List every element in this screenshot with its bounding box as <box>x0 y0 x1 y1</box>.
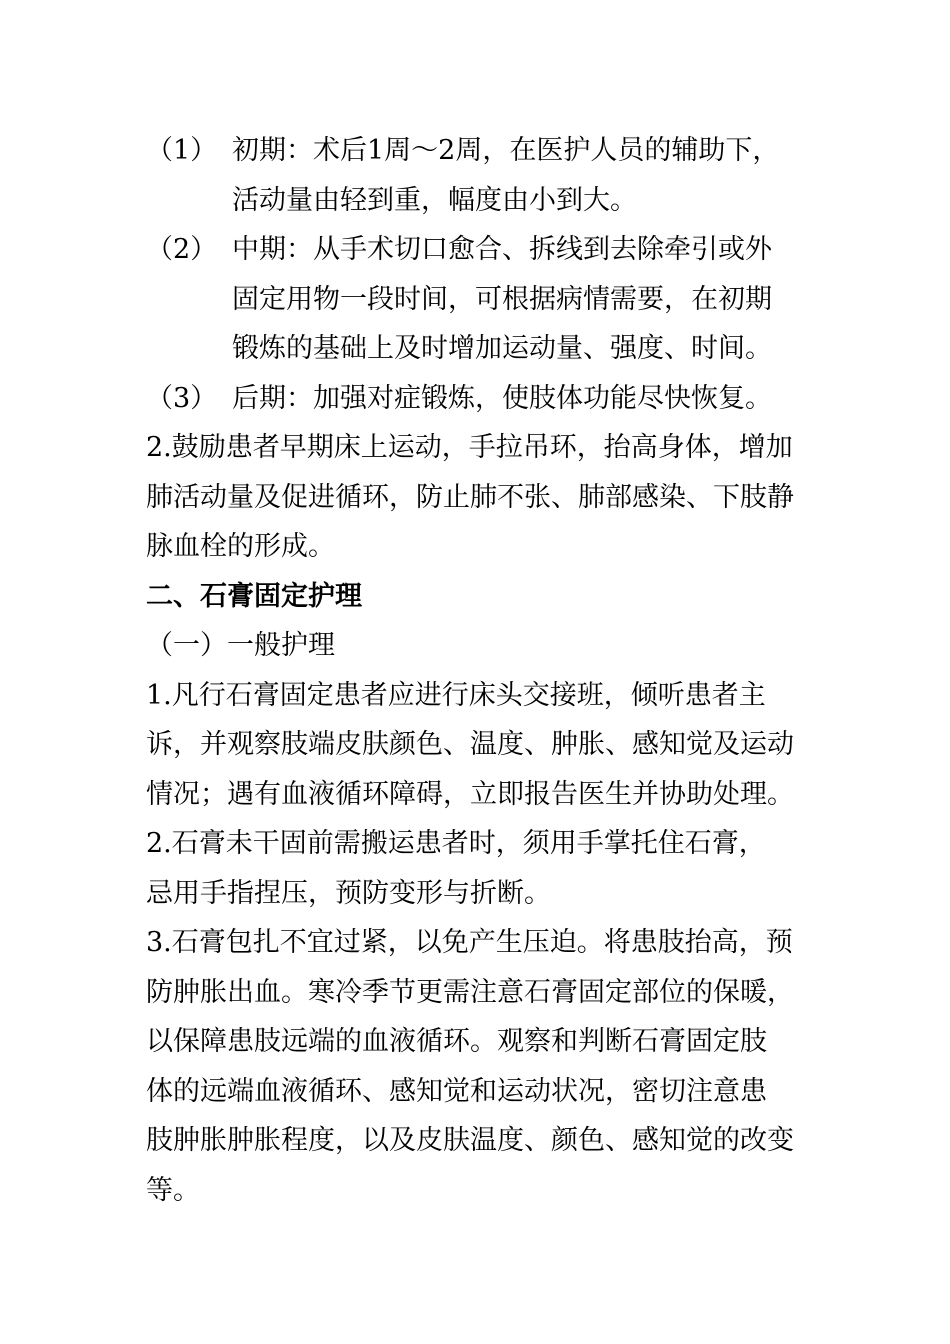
exercise-stage-item <box>146 374 816 424</box>
exercise-stage-item <box>146 126 816 225</box>
text-line: 3.石膏包扎不宜过紧，以免产生压迫。将患肢抬高，预 <box>146 927 793 958</box>
item-number: （2） <box>146 234 218 265</box>
item-text <box>232 225 816 374</box>
cast-care-point-3 <box>146 918 816 1215</box>
text-line: 肢肿胀肿胀程度，以及皮肤温度、颜色、感知觉的改变 <box>146 1125 794 1156</box>
item-number: （1） <box>146 135 218 166</box>
text-line: 1.凡行石膏固定患者应进行床头交接班，倾听患者主 <box>146 679 766 711</box>
text-line: 防肿胀出血。寒冷季节更需注意石膏固定部位的保暖， <box>146 976 794 1008</box>
item-text <box>232 374 816 424</box>
text-line: 中期：从手术切口愈合、拆线到去除牵引或外 <box>232 234 772 265</box>
item-text <box>232 126 816 225</box>
paragraph-point-2 <box>146 423 816 572</box>
text-line: 以保障患肢远端的血液循环。观察和判断石膏固定肢 <box>146 1026 767 1057</box>
document-body <box>146 126 816 1215</box>
text-line: 锻炼的基础上及时增加运动量、强度、时间。 <box>232 333 772 364</box>
text-line: 诉，并观察肢端皮肤颜色、温度、肿胀、感知觉及运动 <box>146 729 794 760</box>
section-heading: 二、石膏固定护理 <box>146 580 362 612</box>
text-line: 脉血栓的形成。 <box>146 531 335 562</box>
text-line: 2.鼓励患者早期床上运动，手拉吊环，抬高身体，增加 <box>146 432 793 463</box>
text-line: 情况；遇有血液循环障碍，立即报告医生并协助处理。 <box>146 778 794 810</box>
text-line: 肺活动量及促进循环，防止肺不张、肺部感染、下肢静 <box>146 481 794 513</box>
text-line: 初期：术后1周～2周，在医护人员的辅助下， <box>232 135 780 166</box>
item-number: （3） <box>146 382 218 414</box>
cast-care-point-1 <box>146 671 816 820</box>
text-line: 忌用手指捏压，预防变形与折断。 <box>146 877 551 909</box>
text-line: 活动量由轻到重，幅度由小到大。 <box>232 184 637 216</box>
text-line: 等。 <box>146 1174 200 1206</box>
exercise-stage-item <box>146 225 816 374</box>
text-line: 2.石膏未干固前需搬运患者时，须用手掌托住石膏， <box>146 828 766 859</box>
subsection-heading: （一）一般护理 <box>146 630 335 661</box>
text-line: 固定用物一段时间，可根据病情需要，在初期 <box>232 283 772 315</box>
cast-care-point-2 <box>146 819 816 918</box>
text-line: 后期：加强对症锻炼，使肢体功能尽快恢复。 <box>232 382 772 414</box>
text-line: 体的远端血液循环、感知觉和运动状况，密切注意患 <box>146 1075 767 1107</box>
